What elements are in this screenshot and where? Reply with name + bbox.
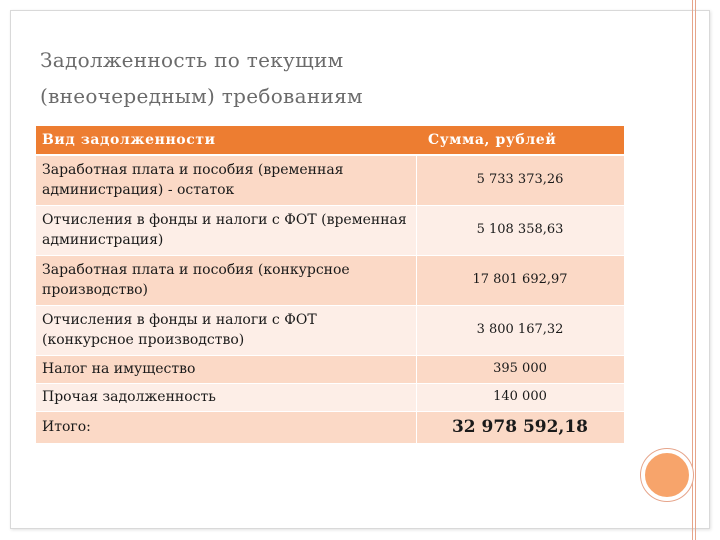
row-debt-type: Отчисления в фонды и налоги с ФОТ (временная администрация) (36, 205, 416, 255)
row-amount: 395 000 (416, 355, 624, 383)
row-debt-type: Прочая задолженность (36, 383, 416, 411)
row-debt-type: Заработная плата и пособия (временная администрация) - остаток (36, 155, 416, 205)
table-row (36, 355, 624, 383)
total-label: Итого: (36, 411, 416, 443)
header-amount: Сумма, рублей (416, 126, 624, 155)
row-debt-type: Заработная плата и пособия (конкурсное производство) (36, 255, 416, 305)
table-header-row (36, 126, 624, 155)
table-row (36, 205, 624, 255)
slide-title-line-1: Задолженность по текущим (40, 48, 344, 72)
decorative-vertical-rule (692, 0, 696, 540)
row-amount: 5 733 373,26 (416, 155, 624, 205)
slide-title (40, 42, 640, 114)
table-total-row (36, 411, 624, 443)
table-row (36, 383, 624, 411)
total-amount: 32 978 592,18 (416, 411, 624, 443)
row-amount: 140 000 (416, 383, 624, 411)
row-debt-type: Отчисления в фонды и налоги с ФОТ (конкурсное производство) (36, 305, 416, 355)
row-debt-type: Налог на имущество (36, 355, 416, 383)
table-row (36, 255, 624, 305)
decorative-circle (641, 449, 693, 501)
row-amount: 17 801 692,97 (416, 255, 624, 305)
row-amount: 3 800 167,32 (416, 305, 624, 355)
debt-table (36, 126, 625, 444)
slide-title-line-2: (внеочередным) требованиям (40, 84, 363, 108)
table-row (36, 155, 624, 205)
row-amount: 5 108 358,63 (416, 205, 624, 255)
table-row (36, 305, 624, 355)
header-debt-type: Вид задолженности (36, 126, 416, 155)
